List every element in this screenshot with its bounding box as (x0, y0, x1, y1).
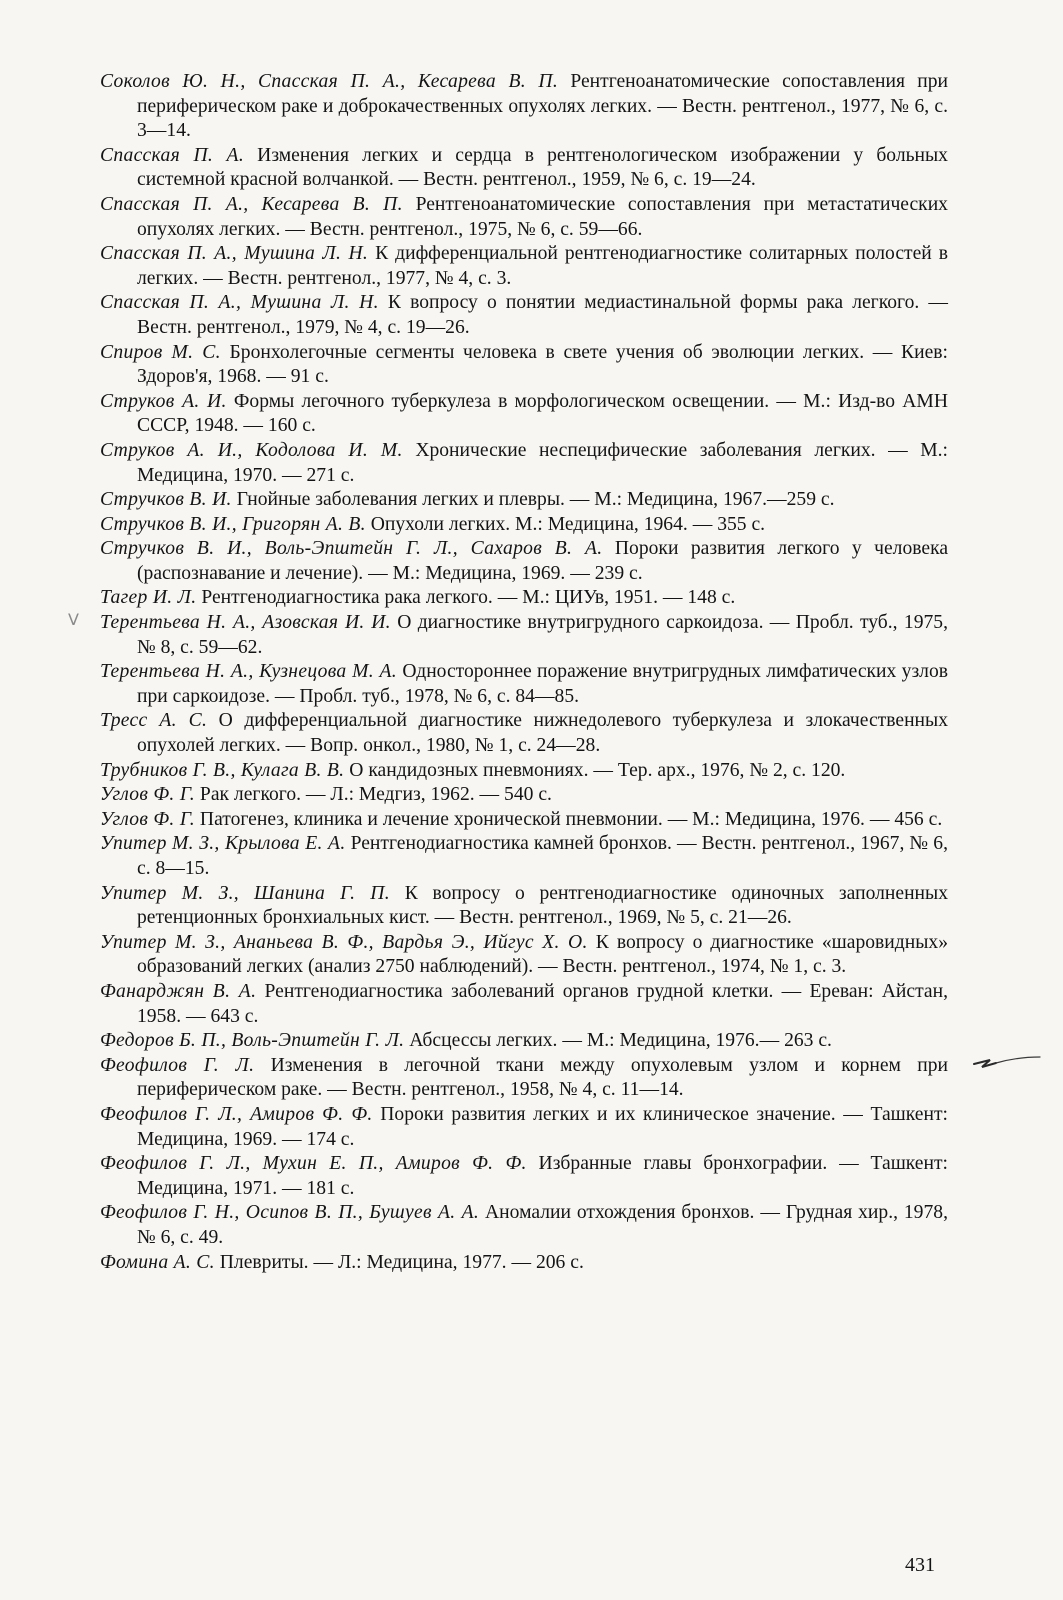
bibliography-entry (100, 709, 948, 758)
bibliography-entry (100, 439, 948, 488)
entry-text: К вопросу о понятии медиастинальной формы рака легкого. — Вестн. рентгенол., 1979, № 4, с. 19—26. (137, 292, 948, 338)
margin-check-mark: V (68, 610, 79, 629)
entry-text: Плевриты. — Л.: Медицина, 1977. — 206 с. (219, 1251, 584, 1273)
bibliography-entry (100, 1152, 948, 1201)
entry-text: Пороки развития легкого у человека (распознавание и лечение). — М.: Медицина, 1969. — 239 с. (137, 538, 949, 584)
bibliography-entry (100, 586, 948, 611)
entry-authors: Стручков В. И., Григорян А. В. (100, 513, 366, 535)
bibliography-entry (100, 341, 948, 390)
entry-authors: Терентьева Н. А., Азовская И. И. (100, 612, 391, 634)
entry-authors: Стручков В. И. (100, 489, 232, 511)
entry-text: Пороки развития легких и их клиническое значение. — Ташкент: Медицина, 1969. — 174 с. (137, 1103, 948, 1150)
bibliography-entry (100, 291, 948, 340)
entry-text: Изменения легких и сердца в рентгенологическом изображении у больных системной красной волчанкой. — Вестн. рентгенол., 1959, № 6, с. 19—24. (137, 144, 948, 191)
entry-text: О диагностике внутригрудного саркоидоза. — Пробл. туб., 1975, № 8, с. 59—62. (137, 612, 948, 658)
bibliography-entry (100, 1029, 948, 1054)
entry-authors: Спасская П. А. (100, 144, 245, 166)
entry-authors: Струков А. И. (100, 390, 227, 412)
bibliography-entry (100, 390, 948, 439)
entry-text: Рентгеноанатомические сопоставления при метастатических опухолях легких. — Вестн. рентгенол., 1975, № 6, с. 59—66. (137, 193, 948, 240)
bibliography-entry (100, 783, 948, 808)
bibliography-entry (100, 488, 948, 513)
entry-authors: Струков А. И., Кодолова И. М. (100, 439, 403, 461)
bibliography-entry (100, 808, 948, 833)
bibliography-list (100, 70, 948, 1275)
bibliography-entry (100, 931, 948, 980)
pen-stroke-icon (972, 1054, 1042, 1074)
entry-authors: Фомина А. С. (100, 1251, 215, 1273)
entry-authors: Тагер И. Л. (100, 587, 197, 609)
bibliography-entry (100, 1054, 948, 1103)
entry-text: О кандидозных пневмониях. — Тер. арх., 1976, № 2, с. 120. (349, 759, 846, 781)
entry-authors: Феофилов Г. Л., Амиров Ф. Ф. (100, 1103, 373, 1125)
bibliography-entry (100, 660, 948, 709)
entry-authors: Спасская П. А., Мушина Л. Н. (100, 243, 369, 265)
entry-authors: Углов Ф. Г. (100, 808, 196, 830)
entry-authors: Феофилов Г. Л., Мухин Е. П., Амиров Ф. Ф. (100, 1153, 527, 1175)
entry-text: Гнойные заболевания легких и плевры. — М.: Медицина, 1967.—259 с. (236, 489, 835, 511)
entry-text: Формы легочного туберкулеза в морфологическом освещении. — М.: Изд-во АМН СССР, 1948. — 160 с. (137, 390, 948, 437)
entry-text: К вопросу о диагностике «шаровидных» образований легких (анализ 2750 наблюдений). — Вестн. рентгенол., 1974, № 1, с. 3. (137, 931, 949, 978)
entry-authors: Спиров М. С. (100, 341, 221, 363)
entry-authors: Упитер М. З., Шанина Г. П. (100, 882, 390, 904)
bibliography-entry (100, 193, 948, 242)
entry-authors: Фанарджян В. А. (100, 980, 257, 1002)
bibliography-entry (100, 832, 948, 881)
entry-text: К вопросу о рентгенодиагностике одиночных заполненных ретенционных бронхиальных кист. — Вестн. рентгенол., 1969, № 5, с. 21—26. (137, 882, 949, 929)
entry-text: Одностороннее поражение внутригрудных лимфатических узлов при саркоидозе. — Пробл. туб., 1978, № 6, с. 84—85. (137, 661, 949, 707)
entry-text: О дифференциальной диагностике нижнедолевого туберкулеза и злокачественных опухолей легких. — Вопр. онкол., 1980, № 1, с. 24—28. (137, 710, 948, 757)
entry-authors: Спасская П. А., Мушина Л. Н. (100, 292, 379, 314)
entry-text: Избранные главы бронхографии. — Ташкент: Медицина, 1971. — 181 с. (137, 1153, 948, 1199)
bibliography-entry (100, 882, 948, 931)
entry-text: Рак легкого. — Л.: Медгиз, 1962. — 540 с. (199, 784, 552, 806)
entry-authors: Трубников Г. В., Кулага В. В. (100, 759, 345, 781)
entry-text: Рентгенодиагностика рака легкого. — М.: ЦИУв, 1951. — 148 с. (201, 587, 736, 609)
bibliography-entry (100, 242, 948, 291)
entry-text: Патогенез, клиника и лечение хронической пневмонии. — М.: Медицина, 1976. — 456 с. (199, 808, 943, 830)
entry-authors: Упитер М. З., Крылова Е. А. (100, 833, 346, 855)
bibliography-entry (100, 759, 948, 784)
entry-authors: Упитер М. З., Ананьева В. Ф., Вардья Э., Ийгус Х. О. (100, 931, 588, 953)
entry-text: Рентгенодиагностика камней бронхов. — Вестн. рентгенол., 1967, № 6, с. 8—15. (137, 833, 948, 879)
entry-text: К дифференциальной рентгенодиагностике солитарных полостей в легких. — Вестн. рентгенол., 1977, № 4, с. 3. (137, 243, 948, 289)
entry-text: Изменения в легочной ткани между опухолевым узлом и корнем при периферическом раке. — Вестн. рентгенол., 1958, № 4, с. 11—14. (137, 1054, 948, 1101)
entry-text: Опухоли легких. М.: Медицина, 1964. — 355 с. (370, 513, 766, 535)
bibliography-entry (100, 1103, 948, 1152)
entry-authors: Спасская П. А., Кесарева В. П. (100, 193, 403, 215)
bibliography-entry (100, 1201, 948, 1250)
entry-authors: Стручков В. И., Воль-Эпштейн Г. Л., Сахаров В. А. (100, 538, 603, 560)
bibliography-entry (100, 70, 948, 144)
entry-authors: Терентьева Н. А., Кузнецова М. А. (100, 661, 398, 683)
page-number: 431 (905, 1554, 935, 1576)
entry-authors: Углов Ф. Г. (100, 784, 196, 806)
entry-text: Рентгенодиагностика заболеваний органов грудной клетки. — Ереван: Айстан, 1958. — 643 с. (137, 980, 948, 1027)
entry-text: Рентгеноанатомические сопоставления при периферическом раке и доброкачественных опухолях легких. — Вестн. рентгенол., 1977, № 6, с. 3—14. (137, 71, 948, 142)
entry-authors: Федоров Б. П., Воль-Эпштейн Г. Л. (100, 1030, 405, 1052)
entry-authors: Соколов Ю. Н., Спасская П. А., Кесарева В. П. (100, 71, 559, 92)
entry-text: Аномалии отхождения бронхов. — Грудная хир., 1978, № 6, с. 49. (137, 1202, 948, 1248)
entry-text: Бронхолегочные сегменты человека в свете учения об эволюции легких. — Киев: Здоров'я, 1968. — 91 с. (137, 341, 948, 388)
entry-text: Хронические неспецифические заболевания легких. — М.: Медицина, 1970. — 271 с. (137, 439, 949, 486)
bibliography-entry (100, 1251, 948, 1276)
entry-authors: Феофилов Г. Л. (100, 1054, 255, 1076)
entry-authors: Феофилов Г. Н., Осипов В. П., Бушуев А. А. (100, 1202, 480, 1224)
entry-text: Абсцессы легких. — М.: Медицина, 1976.— 263 с. (409, 1030, 832, 1052)
bibliography-entry (100, 513, 948, 538)
bibliography-entry (100, 980, 948, 1029)
bibliography-entry (100, 537, 948, 586)
bibliography-entry (100, 144, 948, 193)
bibliography-entry (100, 611, 948, 660)
entry-authors: Тресс А. С. (100, 710, 208, 732)
